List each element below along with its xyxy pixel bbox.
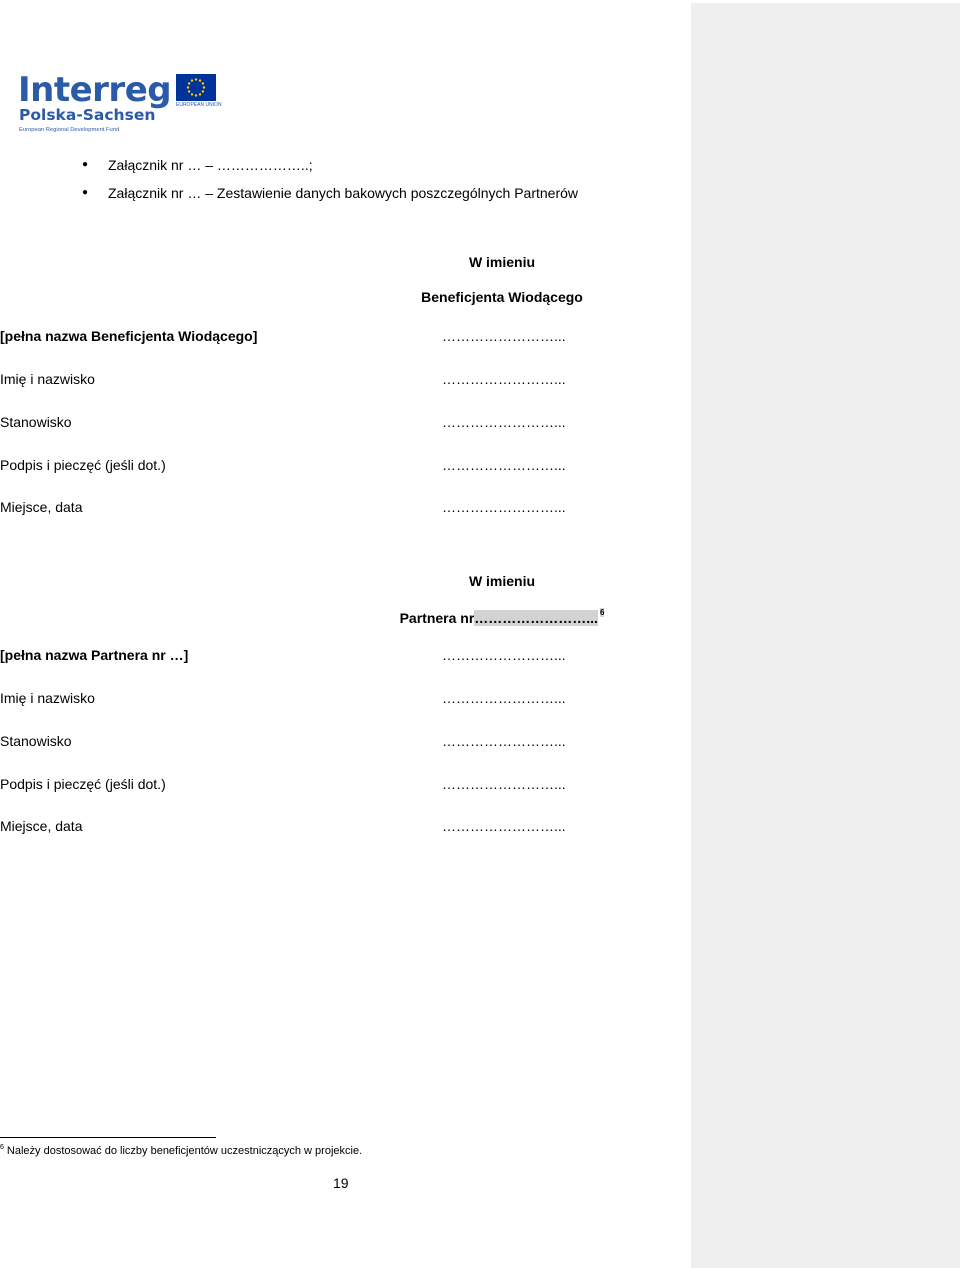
partner-place-date-label: Miejsce, data <box>0 818 83 834</box>
lead-person-field[interactable]: ……………………... <box>442 371 566 387</box>
comment-margin-panel <box>691 3 960 1268</box>
partner-place-date-field[interactable]: ……………………... <box>442 818 566 834</box>
lead-beneficiary-heading-2: Beneficjenta Wiodącego <box>421 289 583 305</box>
footnote-text: Należy dostosować do liczby beneficjentów uczestniczących w projekcie. <box>6 1145 363 1157</box>
partner-position-label: Stanowisko <box>0 733 72 749</box>
list-item-text: Załącznik nr … – Zestawienie danych bakowych poszczególnych Partnerów <box>108 185 579 201</box>
lead-signature-field[interactable]: ……………………... <box>442 457 566 473</box>
lead-person-label: Imię i nazwisko <box>0 371 95 387</box>
lead-position-field[interactable]: ……………………... <box>442 414 566 430</box>
footnote-number: 6 <box>0 1144 4 1151</box>
list-item-text: Załącznik nr … – ………………..; <box>108 157 313 173</box>
eu-flag-icon <box>176 74 216 101</box>
lead-place-date-field[interactable]: ……………………... <box>442 499 566 515</box>
partner-name-label: [pełna nazwa Partnera nr …] <box>0 647 189 663</box>
attachments-list <box>78 155 578 211</box>
partner-heading-2 <box>302 608 702 626</box>
interreg-logo <box>18 70 222 136</box>
bullet-icon: ● <box>82 159 89 170</box>
footnote <box>0 1144 362 1157</box>
logo-region-text: Polska-Sachsen <box>19 106 156 124</box>
partner-heading-prefix: Partnera nr <box>399 610 475 626</box>
logo-interreg-text: Interreg <box>18 70 172 110</box>
lead-name-field[interactable]: ……………………... <box>442 328 566 344</box>
bullet-icon: ● <box>82 187 89 198</box>
lead-signature-label: Podpis i pieczęć (jeśli dot.) <box>0 457 166 473</box>
partner-person-label: Imię i nazwisko <box>0 690 95 706</box>
lead-beneficiary-heading-1: W imieniu <box>468 254 536 270</box>
list-item <box>78 183 578 211</box>
partner-number-field[interactable]: ……………………... <box>474 610 598 626</box>
logo-fund-text: European Regional Development Fund <box>19 127 120 133</box>
lead-position-label: Stanowisko <box>0 414 72 430</box>
eu-stars-icon <box>176 74 216 101</box>
partner-person-field[interactable]: ……………………... <box>442 690 566 706</box>
logo-eu-label: EUROPEAN UNION <box>176 102 222 108</box>
list-item <box>78 155 578 183</box>
lead-name-label: [pełna nazwa Beneficjenta Wiodącego] <box>0 328 258 344</box>
page-number: 19 <box>333 1175 349 1191</box>
footnote-ref[interactable]: 6 <box>599 608 605 617</box>
partner-signature-field[interactable]: ……………………... <box>442 776 566 792</box>
partner-name-field[interactable]: ……………………... <box>442 647 566 663</box>
footnote-separator <box>0 1137 216 1138</box>
lead-place-date-label: Miejsce, data <box>0 499 83 515</box>
partner-position-field[interactable]: ……………………... <box>442 733 566 749</box>
partner-signature-label: Podpis i pieczęć (jeśli dot.) <box>0 776 166 792</box>
partner-heading-1: W imieniu <box>468 573 536 589</box>
